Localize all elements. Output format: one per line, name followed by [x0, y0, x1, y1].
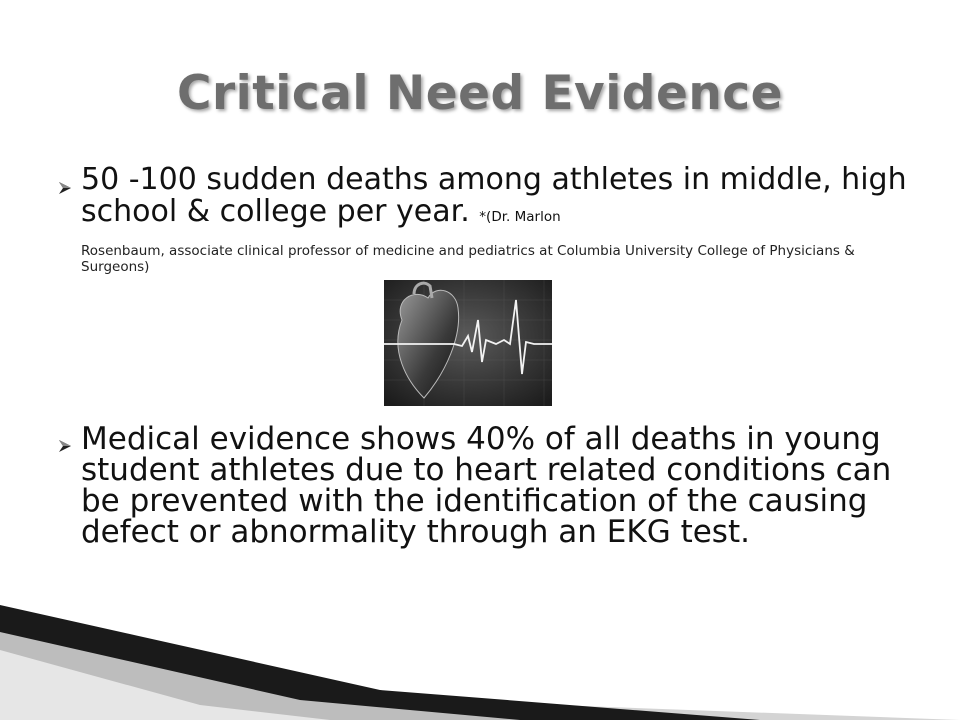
citation-start: *(Dr. Marlon [479, 209, 561, 225]
arrow-bullet-icon [57, 438, 73, 454]
slide-title: Critical Need Evidence [176, 66, 784, 121]
arrow-bullet-icon [57, 180, 73, 196]
bullet-sudden-deaths [57, 164, 907, 275]
bullet-text [81, 164, 907, 275]
bullet-medical-evidence [57, 421, 907, 550]
citation-text: Rosenbaum, associate clinical professor of medicine and pediatrics at Columbia University College of Physicians & Surgeons) [81, 243, 855, 275]
bullet-main-text: 50 -100 sudden deaths among athletes in middle, high school & college per year. [81, 162, 907, 229]
bullet-main-text: Medical evidence shows 40% of all deaths in young student athletes due to heart related conditions can be prevented with the identification of the causing defect or abnormality through an EKG test. [81, 421, 892, 550]
heart-ekg-image [384, 280, 552, 406]
